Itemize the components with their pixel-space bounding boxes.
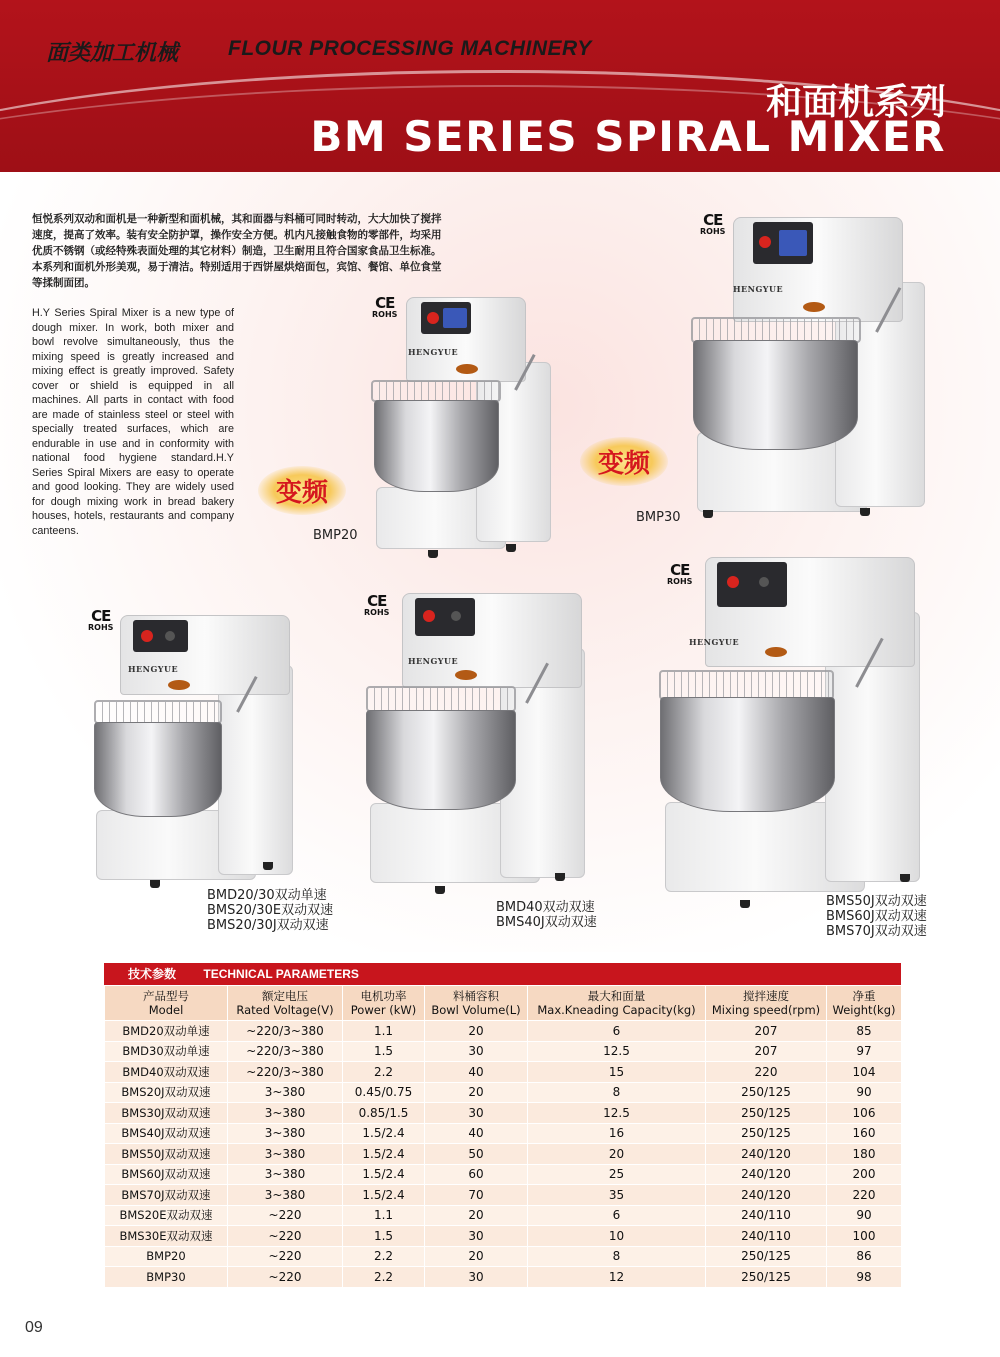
table-cell: BMS30J双动双速 (105, 1103, 228, 1124)
table-row (105, 1123, 902, 1144)
table-row (105, 1144, 902, 1165)
table-cell: 20 (425, 1021, 528, 1042)
table-cell: 30 (425, 1041, 528, 1062)
table-cell: 50 (425, 1144, 528, 1165)
model-line: BMS60J双动双速 (826, 909, 927, 924)
column-header-en: Mixing speed(rpm) (711, 1003, 821, 1017)
table-cell: 180 (827, 1144, 902, 1165)
table-row (105, 1062, 902, 1083)
mixer-image-bmd40: HENGYUE (360, 588, 590, 896)
table-cell: 97 (827, 1041, 902, 1062)
product-label-bmp30: BMP30 (636, 510, 681, 525)
table-cell: 85 (827, 1021, 902, 1042)
table-cell: 3~380 (228, 1185, 343, 1206)
table-cell: 100 (827, 1226, 902, 1247)
table-cell: ~220/3~380 (228, 1041, 343, 1062)
table-row (105, 1103, 902, 1124)
table-title-bar (104, 963, 901, 985)
table-cell: BMD20双动单速 (105, 1021, 228, 1042)
table-cell: 20 (425, 1205, 528, 1226)
table-cell: 1.5/2.4 (343, 1123, 425, 1144)
table-row (105, 1021, 902, 1042)
table-cell: 40 (425, 1123, 528, 1144)
table-title-en: TECHNICAL PARAMETERS (203, 967, 359, 981)
table-cell: 0.85/1.5 (343, 1103, 425, 1124)
model-line: BMS20/30J双动双速 (207, 918, 329, 933)
table-cell: 15 (528, 1062, 706, 1083)
table-cell: 12.5 (528, 1103, 706, 1124)
table-cell: 30 (425, 1103, 528, 1124)
table-row (105, 1164, 902, 1185)
column-header (228, 986, 343, 1021)
ce-rohs-mark: CE ROHS (700, 211, 726, 236)
column-header-cn: 电机功率 (360, 989, 407, 1003)
column-header (528, 986, 706, 1021)
table-cell: 86 (827, 1246, 902, 1267)
ce-rohs-mark: CE ROHS (372, 294, 398, 319)
table-cell: BMD40双动双速 (105, 1062, 228, 1083)
table-cell: BMS30E双动双速 (105, 1226, 228, 1247)
table-cell: BMS70J双动双速 (105, 1185, 228, 1206)
table-cell: 60 (425, 1164, 528, 1185)
table-cell: 25 (528, 1164, 706, 1185)
table-cell: BMP30 (105, 1267, 228, 1288)
table-cell: 16 (528, 1123, 706, 1144)
column-header (706, 986, 827, 1021)
table-cell: 20 (425, 1246, 528, 1267)
mixer-image-bmp20: HENGYUE (366, 292, 556, 562)
table-cell: 20 (528, 1144, 706, 1165)
table-cell: 1.5/2.4 (343, 1164, 425, 1185)
intro-text-en: H.Y Series Spiral Mixer is a new type of dough mixer. In work, both mixer and bowl revolve simultaneously, thus the mixing speed is greatly increased and mixing effect is greatly improved. Safety cover or shield is equipped in all machines. All parts in contact with food are made of stainless steel or steel with specially treated surfaces, which are endurable in use and in conformity with national food hygiene standard.H.Y Series Spiral Mixers are easy to operate and good looking. They are widely used for dough mixing work in bread bakery houses, hotels, restaurants and company canteens. (32, 307, 234, 537)
ce-rohs-mark: CE ROHS (667, 561, 693, 586)
table-cell: 8 (528, 1082, 706, 1103)
table-cell: 3~380 (228, 1082, 343, 1103)
column-header-en: Power (kW) (350, 1003, 417, 1017)
model-line: BMS20/30E双动双速 (207, 903, 334, 918)
page-title-cn: 和面机系列 (765, 82, 946, 123)
table-cell: 12.5 (528, 1041, 706, 1062)
table-cell: 98 (827, 1267, 902, 1288)
table-cell: 2.2 (343, 1246, 425, 1267)
column-header-en: Max.Kneading Capacity(kg) (537, 1003, 696, 1017)
model-line: BMS50J双动双速 (826, 894, 927, 909)
column-header (105, 986, 228, 1021)
column-header-cn: 额定电压 (262, 989, 308, 1003)
table-cell: 250/125 (706, 1082, 827, 1103)
header-band (0, 0, 1000, 172)
table-cell: 6 (528, 1021, 706, 1042)
table-cell: 0.45/0.75 (343, 1082, 425, 1103)
column-header-cn: 产品型号 (143, 989, 189, 1003)
table-cell: BMS20J双动双速 (105, 1082, 228, 1103)
model-line: BMD20/30双动单速 (207, 888, 327, 903)
inverter-badge: 变频 (580, 437, 668, 486)
table-cell: 30 (425, 1267, 528, 1288)
table-cell: 3~380 (228, 1103, 343, 1124)
table-cell: 35 (528, 1185, 706, 1206)
column-header-en: Bowl Volume(L) (431, 1003, 521, 1017)
table-cell: ~220 (228, 1205, 343, 1226)
table-cell: 250/125 (706, 1123, 827, 1144)
product-label-bmd20 (207, 888, 333, 933)
page-title-en: BM SERIES SPIRAL MIXER (310, 112, 946, 161)
table-title-cn: 技术参数 (128, 967, 177, 981)
table-cell: ~220 (228, 1226, 343, 1247)
table-cell: 207 (706, 1021, 827, 1042)
table-cell: ~220 (228, 1267, 343, 1288)
table-cell: 250/125 (706, 1267, 827, 1288)
table-cell: 240/110 (706, 1205, 827, 1226)
parameters-table (104, 985, 902, 1288)
table-row (105, 1082, 902, 1103)
table-cell: 1.5/2.4 (343, 1185, 425, 1206)
table-row (105, 1185, 902, 1206)
column-header-cn: 净重 (852, 989, 876, 1003)
table-cell: BMS40J双动双速 (105, 1123, 228, 1144)
table-cell: 40 (425, 1062, 528, 1083)
ce-rohs-mark: CE ROHS (364, 592, 390, 617)
table-cell: 240/110 (706, 1226, 827, 1247)
model-line: BMS40J双动双速 (496, 915, 597, 930)
table-row (105, 1226, 902, 1247)
table-cell: 2.2 (343, 1062, 425, 1083)
table-cell: 1.5/2.4 (343, 1144, 425, 1165)
table-cell: 8 (528, 1246, 706, 1267)
column-header-en: Rated Voltage(V) (236, 1003, 334, 1017)
table-cell: ~220/3~380 (228, 1062, 343, 1083)
table-header-row (105, 986, 902, 1021)
table-cell: 240/120 (706, 1164, 827, 1185)
table-cell: ~220/3~380 (228, 1021, 343, 1042)
table-row (105, 1246, 902, 1267)
mixer-image-bms50j: HENGYUE (655, 552, 925, 912)
page-number: 09 (25, 1319, 43, 1336)
table-row (105, 1205, 902, 1226)
inverter-badge: 变频 (258, 466, 346, 515)
table-cell: 1.5 (343, 1226, 425, 1247)
intro-text-cn: 恒悦系列双动和面机是一种新型和面机械，其和面器与料桶可同时转动，大大加快了搅拌速度，提高了效率。装有安全防护罩，操作安全方便。机内凡接触食物的零部件，均采用优质不锈钢（或经特殊表面处理的其它材料）制造，卫生耐用且符合国家食品卫生标准。本系列和面机外形美观，易于清洁。特别适用于西饼屋烘焙面包，宾馆、餐馆、单位食堂等揉制面团。 (32, 213, 442, 289)
table-cell: 106 (827, 1103, 902, 1124)
model-line: BMD40双动双速 (496, 900, 595, 915)
product-label-bmp20: BMP20 (313, 528, 358, 543)
table-cell: 220 (827, 1185, 902, 1206)
ce-rohs-mark: CE ROHS (88, 607, 114, 632)
table-cell: 90 (827, 1205, 902, 1226)
table-cell: 220 (706, 1062, 827, 1083)
table-cell: 240/120 (706, 1144, 827, 1165)
table-row (105, 1267, 902, 1288)
column-header (827, 986, 902, 1021)
table-cell: 2.2 (343, 1267, 425, 1288)
mixer-image-bmp30: HENGYUE (685, 212, 930, 522)
table-cell: 3~380 (228, 1144, 343, 1165)
column-header-cn: 搅拌速度 (743, 989, 789, 1003)
table-cell: 10 (528, 1226, 706, 1247)
table-cell: 250/125 (706, 1103, 827, 1124)
table-cell: 3~380 (228, 1164, 343, 1185)
product-label-bms50j (826, 894, 927, 939)
table-cell: 207 (706, 1041, 827, 1062)
column-header-cn: 料桶容积 (453, 989, 499, 1003)
mixer-image-bmd20: HENGYUE (88, 610, 298, 890)
model-line: BMS70J双动双速 (826, 924, 927, 939)
table-cell: 3~380 (228, 1123, 343, 1144)
product-label-bmd40 (496, 900, 597, 930)
table-cell: BMD30双动单速 (105, 1041, 228, 1062)
table-row (105, 1041, 902, 1062)
table-body (105, 1021, 902, 1288)
table-cell: 1.1 (343, 1021, 425, 1042)
table-cell: ~220 (228, 1246, 343, 1267)
column-header-en: Weight(kg) (832, 1003, 896, 1017)
table-cell: BMS50J双动双速 (105, 1144, 228, 1165)
table-cell: BMS60J双动双速 (105, 1164, 228, 1185)
table-cell: 20 (425, 1082, 528, 1103)
table-cell: 160 (827, 1123, 902, 1144)
table-cell: 240/120 (706, 1185, 827, 1206)
table-cell: 1.5 (343, 1041, 425, 1062)
column-header (425, 986, 528, 1021)
table-cell: 200 (827, 1164, 902, 1185)
column-header-cn: 最大和面量 (587, 989, 646, 1003)
table-cell: 104 (827, 1062, 902, 1083)
table-cell: 70 (425, 1185, 528, 1206)
technical-parameters-table (104, 963, 901, 1288)
column-header (343, 986, 425, 1021)
section-title-en: FLOUR PROCESSING MACHINERY (228, 37, 592, 60)
table-cell: BMP20 (105, 1246, 228, 1267)
table-cell: BMS20E双动双速 (105, 1205, 228, 1226)
table-cell: 30 (425, 1226, 528, 1247)
table-cell: 90 (827, 1082, 902, 1103)
table-cell: 1.1 (343, 1205, 425, 1226)
table-cell: 6 (528, 1205, 706, 1226)
section-title-cn: 面类加工机械 (46, 41, 179, 66)
table-cell: 250/125 (706, 1246, 827, 1267)
column-header-en: Model (148, 1003, 184, 1017)
table-cell: 12 (528, 1267, 706, 1288)
